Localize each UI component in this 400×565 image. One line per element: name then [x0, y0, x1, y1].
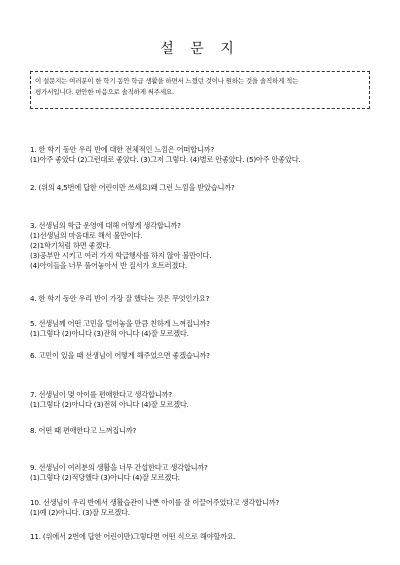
- question-text: 9. 선생님이 여러분의 생활을 너무 간섭한다고 생각합니까?: [30, 463, 208, 472]
- question-10: [30, 498, 380, 518]
- answer-option: (2)1학기처럼 하면 좋겠다.: [30, 241, 111, 250]
- question-text: 4. 한 학기 동안 우리 반이 가장 잘 했다는 것은 무엇인가요?: [30, 294, 210, 303]
- question-5: [30, 319, 380, 339]
- answer-options: (1)아주 좋았다 (2)그런대로 좋았다. (3)그저 그렇다. (4)별로 안좋았다. (5)아주 안좋았다.: [30, 155, 301, 164]
- question-9: [30, 463, 380, 483]
- question-11: [30, 532, 380, 542]
- question-text: 5. 선생님께 어떤 고민을 털어놓을 만큼 친하게 느껴집니까?: [30, 319, 210, 328]
- intro-box: 이 설문지는 여러분이 한 학기 동안 학급 생활을 하면서 느꼈던 것이나 원하는 것을 솔직하게 적는 평가서입니다. 편안한 마음으로 솔직하게 써주세요.: [30, 71, 370, 109]
- question-text: 2. (위의 4,5번에 답한 어린이만 쓰세요)왜 그런 느낌을 받았습니까?: [30, 183, 235, 192]
- answer-options: (1)그렇다 (2)아니다 (3)전혀 아니다 (4)잘 모르겠다.: [30, 400, 189, 409]
- question-4: [30, 294, 380, 304]
- answer-option: (1)선생님의 마음대로 해서 불만이다.: [30, 231, 143, 240]
- answer-options: (1)그렇다 (2)적당했다 (3)아니다 (4)잘 모르겠다.: [30, 473, 180, 482]
- answer-option: (4)아이들을 너무 풀어놓아서 반 질서가 흐트러졌다.: [30, 261, 187, 270]
- question-2: [30, 183, 380, 193]
- answer-option: (3)공부만 시키고 여러 가지 학급행사를 하지 않아 불만이다.: [30, 251, 212, 260]
- question-3: [30, 221, 380, 271]
- question-text: 3. 선생님의 학급 운영에 대해 어떻게 생각합니까?: [30, 221, 181, 230]
- question-8: [30, 426, 380, 436]
- question-1: [30, 145, 380, 165]
- answer-options: (1)그렇다 (2)아니다 (3)잔혀 아니다 (4)잘 모르겠다.: [30, 329, 189, 338]
- question-7: [30, 390, 380, 410]
- page-title: 설 문 지: [160, 41, 240, 57]
- question-text: 11. (위에서 2번에 답한 어린이만)그렇다면 어떤 식으로 해야할까요.: [30, 532, 236, 541]
- question-text: 1. 한 학기 동안 우리 반에 대한 전체적인 느낌은 어떠합니까?: [30, 145, 214, 154]
- question-text: 6. 고민이 있을 때 선생님이 어떻게 해주었으면 좋겠습니까?: [30, 351, 210, 360]
- question-text: 8. 어떤 때 편애한다고 느껴집니까?: [30, 426, 137, 435]
- question-text: 10. 선생님이 우리 반에서 생활습관이 나쁜 아이를 잘 이끌어주었다고 생각합니까?: [30, 498, 279, 507]
- answer-options: (1)예 (2)아니다. (3)잘 모르겠다.: [30, 508, 130, 517]
- question-6: [30, 351, 380, 361]
- question-text: 7. 선생님이 몇 아이를 편애한다고 생각합니까?: [30, 390, 172, 399]
